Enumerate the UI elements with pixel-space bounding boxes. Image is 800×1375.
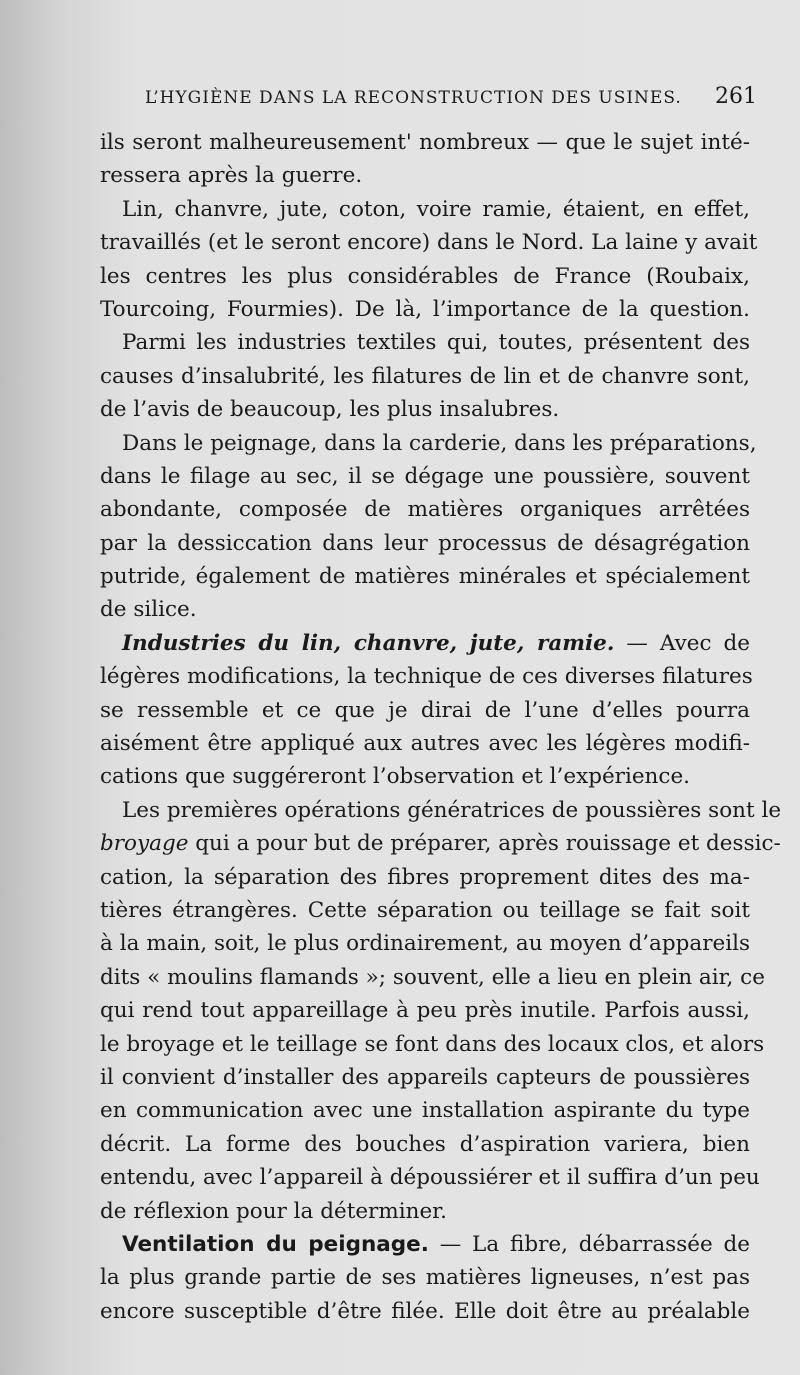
section-heading: Ventilation du peignage.	[122, 1231, 429, 1257]
text-line: de réflexion pour la déterminer.	[100, 1198, 447, 1224]
text-line: Lin, chanvre, jute, coton, voire ramie, étaient, en effet,	[122, 196, 750, 222]
text-line: abondante, composée de matières organiques arrêtées	[100, 497, 750, 523]
section-heading-line	[100, 1228, 750, 1261]
text-line: dans le filage au sec, il se dégage une poussière, souvent	[100, 463, 750, 489]
text-line: le broyage et le teillage se font dans des locaux clos, et alors	[100, 1031, 765, 1057]
text-line: de silice.	[100, 597, 197, 623]
text-line: Parmi les industries textiles qui, toutes, présentent des	[122, 330, 750, 356]
text-line: tières étrangères. Cette séparation ou teillage se fait soit	[100, 897, 750, 923]
text-line: entendu, avec l’appareil à dépoussiérer et il suffira d’un peu	[100, 1165, 760, 1191]
text-line: légères modifications, la technique de ces diverses filatures	[100, 664, 753, 690]
text-line: cation, la séparation des fibres proprement dites des ma-	[100, 864, 750, 890]
text-line: putride, également de matières minérales et spécialement	[100, 564, 750, 590]
text-line: ils seront malheureusement' nombreux — que le sujet inté-	[100, 130, 750, 155]
emphasis-term: broyage	[100, 831, 189, 857]
text-line: se ressemble et ce que je dirai de l’une d’elles pourra	[100, 697, 750, 723]
text-line: dits « moulins flamands »; souvent, elle a lieu en plein air, ce	[100, 964, 765, 990]
text-line: par la dessiccation dans leur processus de désagrégation	[100, 530, 750, 556]
text-line: causes d’insalubrité, les filatures de lin et de chanvre sont,	[100, 363, 750, 389]
text-line: de l’avis de beaucoup, les plus insalubres.	[100, 397, 560, 423]
text-line: ressera après la guerre.	[100, 163, 363, 189]
text-fragment: — Avec de	[614, 630, 751, 656]
text-line: Les premières opérations génératrices de poussières sont le	[122, 797, 782, 823]
text-fragment: — La fibre, débarrassée de	[428, 1231, 750, 1257]
section-heading-line	[100, 627, 750, 660]
text-line: aisément être appliqué aux autres avec les légères modifi-	[100, 731, 750, 757]
text-line: cations que suggéreront l’observation et l’expérience.	[100, 764, 691, 790]
text-line: en communication avec une installation aspirante du type	[100, 1098, 750, 1124]
text-line: Dans le peignage, dans la carderie, dans les préparations,	[122, 430, 757, 456]
text-line: travaillés (et le seront encore) dans le Nord. La laine y avait	[100, 230, 758, 256]
text-line: qui rend tout appareillage à peu près inutile. Parfois aussi,	[100, 998, 750, 1024]
page-number: 261	[715, 84, 757, 109]
text-line: les centres les plus considérables de France (Roubaix,	[100, 263, 750, 289]
text-fragment: qui a pour but de préparer, après rouissage et dessic-	[188, 831, 781, 857]
text-line: Tourcoing, Fourmies). De là, l’importance de la question.	[100, 296, 750, 322]
text-line: à la main, soit, le plus ordinairement, au moyen d’appareils	[100, 931, 750, 957]
running-title: L’HYGIÈNE DANS LA RECONSTRUCTION DES USINES.	[145, 88, 682, 108]
section-heading: Industries du lin, chanvre, jute, ramie.	[122, 630, 615, 656]
text-line: il convient d’installer des appareils capteurs de poussières	[100, 1064, 750, 1090]
text-line-with-emphasis	[100, 827, 781, 860]
text-line: encore susceptible d’être filée. Elle doit être au préalable	[100, 1298, 750, 1324]
body-text	[100, 126, 782, 1328]
text-line: décrit. La forme des bouches d’aspiration variera, bien	[100, 1131, 750, 1157]
text-line: la plus grande partie de ses matières ligneuses, n’est pas	[100, 1265, 750, 1291]
